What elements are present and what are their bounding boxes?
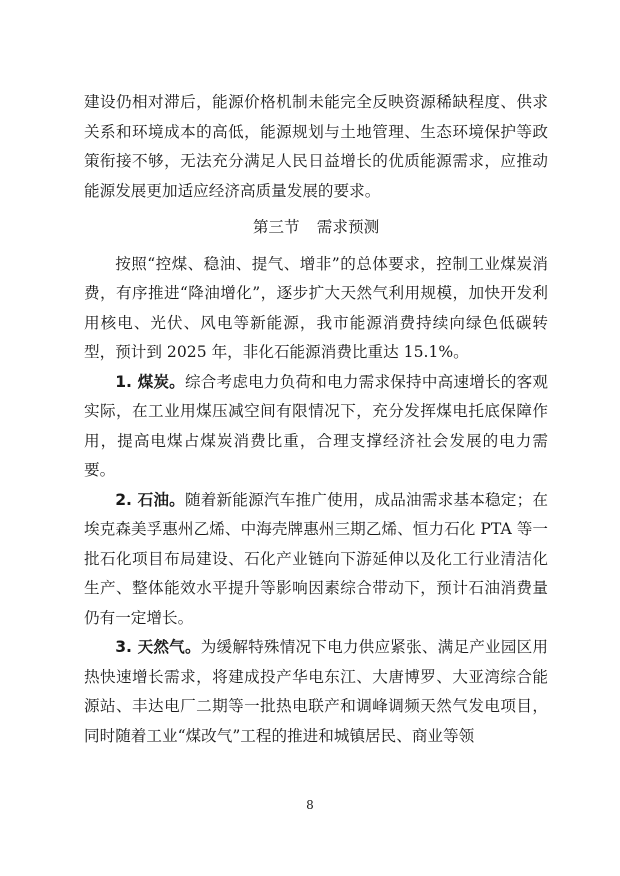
item-gas-text: 为缓解特殊情况下电力供应紧张、满足产业园区用热快速增长需求，将建成投产华电东江、大唐博罗、大亚湾综合能源站、丰达电厂二期等一批热电联产和调峰调频天然气发电项目，同时随着工业“煤改气”工程的推进和城镇居民、商业等领 [84,638,548,745]
item-coal [84,368,548,486]
item-gas [84,633,548,751]
section-heading [84,213,548,243]
document-body [84,88,548,751]
item-oil-lead: 2. 石油。 [115,490,185,509]
item-oil [84,486,548,634]
item-coal-text: 综合考虑电力负荷和电力需求保持中高速增长的客观实际，在工业用煤压减空间有限情况下，充分发挥煤电托底保障作用，提高电煤占煤炭消费比重，合理支撑经济社会发展的电力需要。 [84,372,548,479]
page-number: 8 [306,798,314,812]
item-gas-lead: 3. 天然气。 [115,638,201,656]
overview-paragraph: 按照“控煤、稳油、提气、增非”的总体要求，控制工业煤炭消费，有序推进“降油增化”，逐步扩大天然气利用规模，加快开发利用核电、光伏、风电等新能源，我市能源消费持续向绿色低碳转型，预计到 2025 年，非化石能源消费比重达 15.1%。 [84,254,548,361]
section-title: 需求预测 [316,218,380,236]
item-coal-lead: 1. 煤炭。 [115,372,185,391]
section-number: 第三节 [252,218,300,236]
intro-paragraph: 建设仍相对滞后，能源价格机制未能完全反映资源稀缺程度、供求关系和环境成本的高低，能源规划与土地管理、生态环境保护等政策衔接不够，无法充分满足人民日益增长的优质能源需求，应推动能源发展更加适应经济高质量发展的要求。 [84,93,548,200]
item-oil-text: 随着新能源汽车推广使用，成品油需求基本稳定；在埃克森美孚惠州乙烯、中海壳牌惠州三期乙烯、恒力石化 PTA 等一批石化项目布局建设、石化产业链向下游延伸以及化工行业清洁化生产、整体能效水平提升等影响因素综合带动下，预计石油消费量仍有一定增长。 [84,490,548,627]
